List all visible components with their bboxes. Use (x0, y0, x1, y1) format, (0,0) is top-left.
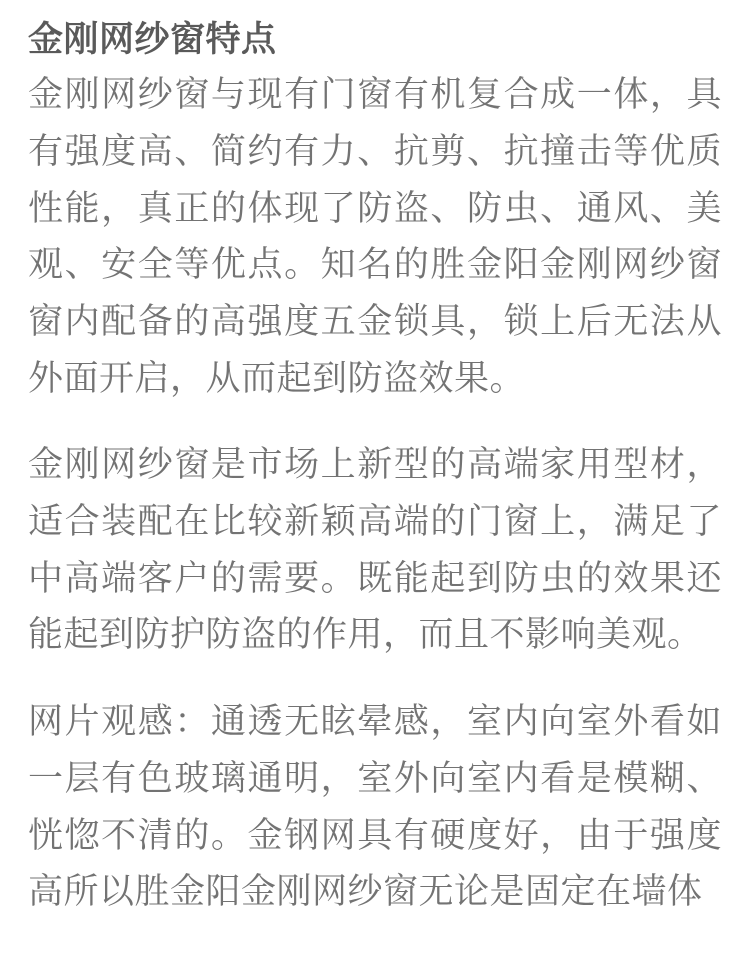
paragraph-2: 金刚网纱窗是市场上新型的高端家用型材，适合装配在比较新颖高端的门窗上，满足了中高端客户的需要。既能起到防虫的效果还能起到防护防盗的作用，而且不影响美观。 (28, 445, 722, 655)
paragraph-1: 金刚网纱窗与现有门窗有机复合成一体，具有强度高、简约有力、抗剪、抗撞击等优质性能，真正的体现了防盗、防虫、通风、美观、安全等优点。知名的胜金阳金刚网纱窗窗内配备的高强度五金锁具，锁上后无法从外面开启，从而起到防盗效果。 (28, 75, 722, 398)
paragraph-3: 网片观感：通透无眩晕感，室内向室外看如一层有色玻璃通明，室外向室内看是模糊、恍惚不清的。金钢网具有硬度好，由于强度高所以胜金阳金刚网纱窗无论是固定在墙体 (28, 702, 722, 912)
page-title: 金刚网纱窗特点 (28, 20, 277, 59)
